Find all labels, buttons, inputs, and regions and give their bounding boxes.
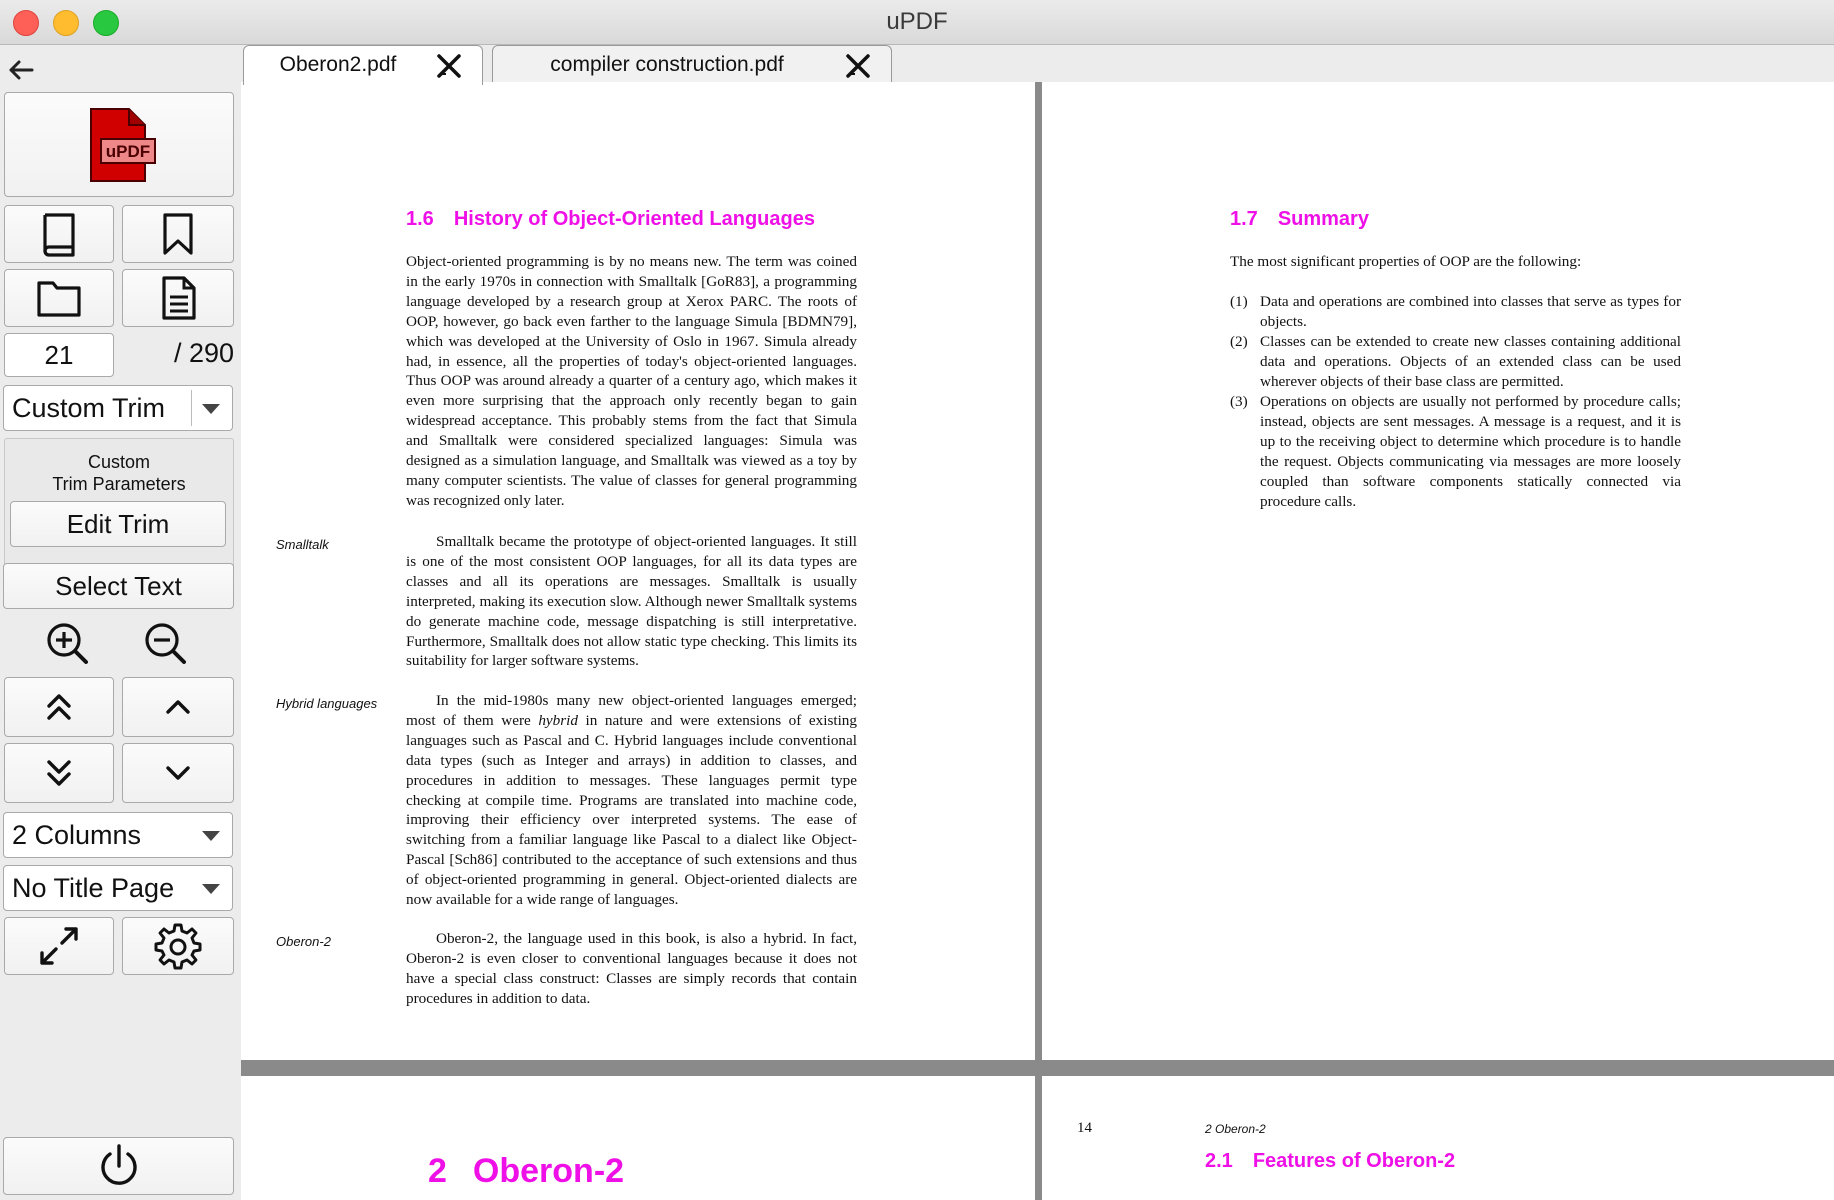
next-page-button[interactable]	[122, 743, 234, 803]
list-text: Classes can be extended to create new classes containing additional data and operations. Objects of an extended class can be used wherever objects of their base class are permitted.	[1260, 333, 1681, 390]
paragraph: The most significant properties of OOP are the following:	[1230, 253, 1582, 270]
zoom-in-icon[interactable]	[45, 621, 89, 665]
paragraph	[406, 691, 857, 910]
edit-trim-button[interactable]: Edit Trim	[10, 501, 226, 547]
fullscreen-button[interactable]	[4, 917, 114, 975]
chevron-up-icon	[160, 689, 196, 725]
document-info-button[interactable]	[122, 269, 234, 327]
columns-select[interactable]	[3, 812, 233, 858]
folder-icon	[35, 277, 83, 319]
chevron-down-icon	[202, 404, 220, 414]
section-number: 1.7	[1230, 208, 1258, 230]
chapter-number: 2	[428, 1152, 447, 1190]
chevron-down-icon	[202, 831, 220, 841]
chapter-heading	[428, 1152, 624, 1191]
paragraph: Oberon-2, the language used in this book, is also a hybrid. In fact, Oberon-2 is even closer to conventional languages because it does not have a special class construct: Classes are simply records that contain procedures in addition to data.	[406, 930, 857, 1007]
close-icon[interactable]	[436, 53, 462, 79]
chevron-down-icon	[160, 755, 196, 791]
chapter-title: Oberon-2	[472, 1152, 625, 1190]
list-number: (2)	[1230, 333, 1248, 350]
trim-caption	[5, 451, 233, 495]
quit-button[interactable]	[3, 1137, 234, 1195]
first-page-button[interactable]	[4, 677, 114, 737]
pdf-page-right[interactable]	[1042, 82, 1834, 1060]
close-icon[interactable]	[845, 53, 871, 79]
list-text: Operations on objects are usually not performed by procedure calls; instead, objects are sent messages. A message is a request, and it is up to the receiving object to determine which procedure is to handle the request. Objects communicating via messages are more loosely coupled than software components statically connected via procedure calls.	[1260, 393, 1681, 510]
tab-compiler-construction[interactable]	[492, 45, 892, 83]
title-page-select[interactable]	[3, 865, 233, 911]
double-chevron-up-icon	[41, 689, 77, 725]
zoom-out-icon[interactable]	[143, 621, 187, 665]
document-icon	[158, 275, 198, 321]
columns-value: 2 Columns	[12, 820, 142, 850]
open-file-button[interactable]	[4, 269, 114, 327]
settings-button[interactable]	[122, 917, 234, 975]
section-title: History of Object-Oriented Languages	[453, 208, 815, 230]
chevron-down-icon	[202, 884, 220, 894]
fullscreen-icon	[36, 923, 82, 969]
power-icon	[97, 1142, 141, 1190]
tab-label: compiler construction.pdf	[550, 53, 784, 76]
double-chevron-down-icon	[41, 755, 77, 791]
tab-oberon2[interactable]	[243, 45, 483, 85]
running-head: 2 Oberon-2	[1205, 1122, 1266, 1136]
pdf-page-left[interactable]	[241, 82, 1035, 1060]
last-page-button[interactable]	[4, 743, 114, 803]
margin-note: Hybrid languages	[276, 696, 378, 711]
section-number: 1.6	[406, 208, 434, 230]
trim-caption-line1: Custom	[87, 452, 150, 472]
pdf-page-bottom-right[interactable]	[1042, 1076, 1834, 1200]
bookmark-icon	[160, 211, 196, 257]
section-title: Features of Oberon-2	[1252, 1150, 1456, 1172]
section-heading	[1205, 1150, 1455, 1173]
list-number: (1)	[1230, 293, 1248, 310]
list-text: Data and operations are combined into classes that serve as types for objects.	[1260, 293, 1681, 330]
paragraph: Smalltalk became the prototype of object-oriented languages. It still is one of the most consistent OOP languages, for all its data types are classes and all its operations are messages. Smalltalk is usually interpreted, making its execution slow. Although newer Smalltalk systems do generate machine code, message dispatching is still interpretative. Furthermore, Smalltalk does not allow static type checking. This limits its suitability for larger software systems.	[406, 533, 857, 670]
margin-note: Smalltalk	[276, 537, 329, 552]
previous-page-button[interactable]	[122, 677, 234, 737]
section-heading	[1230, 208, 1369, 231]
app-logo-button[interactable]	[4, 92, 234, 197]
book-icon	[39, 211, 79, 257]
back-arrow-icon[interactable]	[6, 55, 36, 85]
list-item	[1230, 292, 1681, 332]
trim-mode-select[interactable]	[3, 385, 233, 431]
title-page-value: No Title Page	[12, 873, 175, 903]
bookmark-button[interactable]	[122, 205, 234, 263]
book-view-button[interactable]	[4, 205, 114, 263]
section-title: Summary	[1277, 208, 1369, 230]
emphasis-text: hybrid	[538, 711, 578, 729]
title-bar	[0, 0, 1834, 45]
page-number-input[interactable]: 21	[4, 333, 114, 377]
paragraph-text: in nature and were extensions of existing languages such as Pascal and C. Hybrid languages include conventional data types (such as Integer and arrays) in addition to classes, and procedures in addition to messages. These languages permit type checking at compile time. Programs are translated into machine code, improving their efficiency over interpreted systems. The ease of switching from a familiar language like Pascal to a dialect like Object-Pascal [Sch86] contributed to the acceptance of such extensions and thus of object-oriented programming in general. Object-oriented dialects are now available for a wide range of languages.	[406, 711, 857, 909]
select-text-button[interactable]: Select Text	[3, 563, 234, 609]
paragraph-text: In the mid-1980s many new object-oriented languages emerged; most of them were	[406, 692, 857, 729]
page-total-label: / 290	[173, 338, 234, 368]
sidebar	[0, 45, 240, 1200]
margin-note: Oberon-2	[276, 934, 331, 949]
tab-label: Oberon2.pdf	[279, 53, 397, 76]
list-number: (3)	[1230, 393, 1248, 410]
list-item	[1230, 392, 1681, 511]
list-item	[1230, 332, 1681, 392]
gear-icon	[154, 922, 202, 970]
section-heading	[406, 208, 815, 231]
pdf-page-bottom-left[interactable]	[241, 1076, 1035, 1200]
window-title: uPDF	[886, 8, 948, 35]
page-number: 14	[1077, 1120, 1092, 1136]
document-view[interactable]	[241, 82, 1834, 1200]
trim-caption-line2: Trim Parameters	[52, 474, 186, 494]
pdf-logo-icon	[79, 105, 159, 185]
section-number: 2.1	[1205, 1150, 1233, 1172]
paragraph: Object-oriented programming is by no means new. The term was coined in the early 1970s in connection with Smalltalk [GoR83], a programming language developed by a research group at Xerox PARC. The roots of OOP, however, go back even farther to the language Simula [BDMN79], which was developed at the University of Oslo in 1967. Simula already had, in essence, all the properties of today's object-oriented languages. Thus OOP was around already a quarter of a century ago, which makes it even more surprising that the approach only recently began to gain widespread acceptance. This probably stems from the fact that Simula and Smalltalk were considered specialized languages: Simula was designed as a simulation language, and Smalltalk was viewed as a toy by many computer scientists. The value of classes for general programming was recognized only later.	[406, 253, 857, 509]
trim-mode-value: Custom Trim	[12, 393, 166, 423]
logo-text: uPDF	[105, 141, 151, 161]
